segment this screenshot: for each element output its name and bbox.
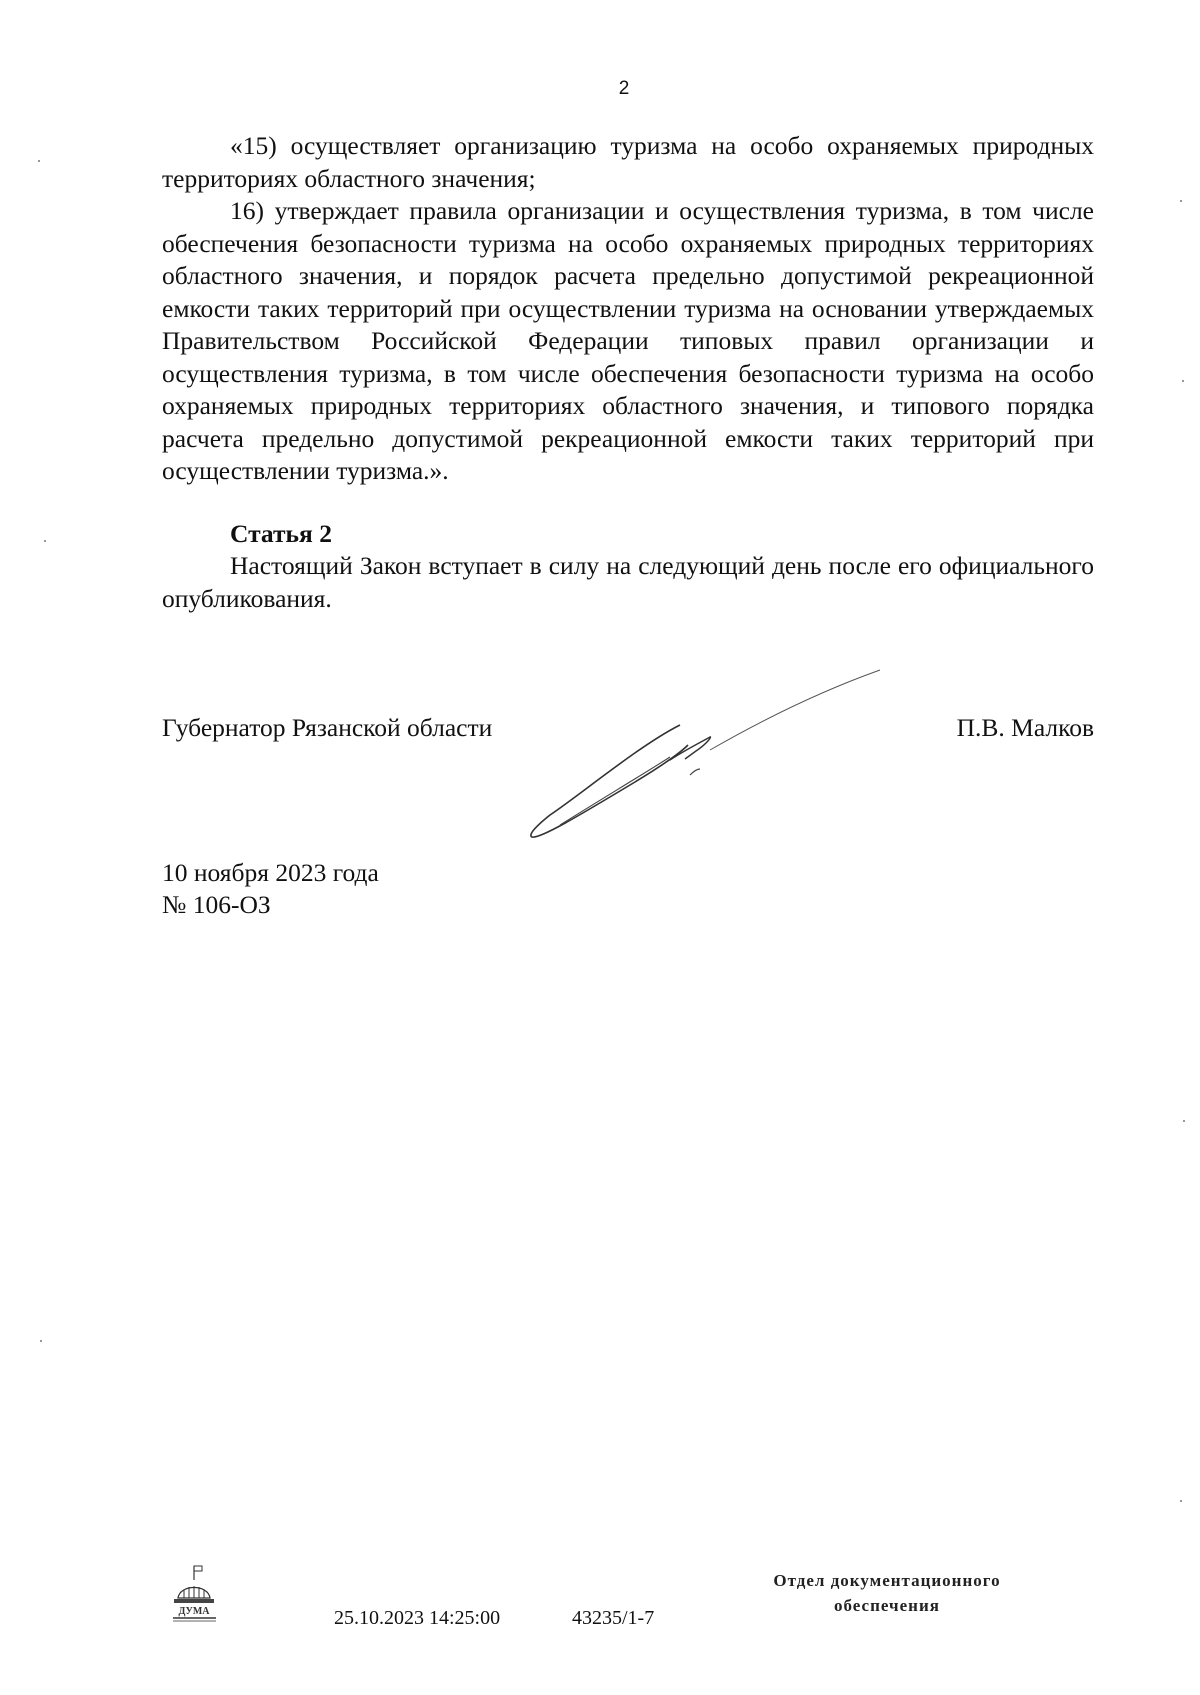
handwritten-signature: [520, 665, 900, 845]
document-date-block: [162, 857, 379, 921]
article-2-text: Настоящий Закон вступает в силу на следующий день после его официального опубликования.: [162, 551, 1094, 613]
footer-registration-number: 43235/1-7: [572, 1607, 655, 1629]
signer-name: П.В. Малков: [956, 713, 1094, 742]
scan-speck: [1182, 380, 1184, 382]
department-stamp: [752, 1568, 1022, 1618]
paragraph-16: 16) утверждает правила организации и осуществления туризма, в том числе обеспечения безопасности туризма на особо охраняемых природных территориях областного значения, и порядок расчета предельно допустимой рекреационной емкости таких территорий при осуществлении туризма на основании утверждаемых Правительством Российской Федерации типовых правил организации и осуществления туризма, в том числе обеспечения безопасности туризма на особо охраняемых природных территориях областного значения, и типового порядка расчета предельно допустимой рекреационной емкости таких территорий при осуществлении туризма.».: [162, 196, 1094, 485]
scan-speck: [1183, 1120, 1185, 1122]
department-line-2: обеспечения: [834, 1596, 940, 1615]
page-number: 2: [618, 78, 630, 99]
law-amendment-text: [162, 130, 1094, 488]
signer-title: Губернатор Рязанской области: [162, 713, 493, 742]
article-2-body: [162, 550, 1094, 615]
scan-speck: [38, 160, 40, 162]
scan-speck: [1180, 1500, 1182, 1502]
duma-building-icon: [170, 1562, 226, 1634]
paragraph-15: «15) осуществляет организацию туризма на особо охраняемых природных территориях областного значения;: [162, 131, 1094, 193]
article-heading: Статья 2: [230, 519, 332, 548]
document-date: 10 ноября 2023 года: [162, 858, 379, 887]
department-line-1: Отдел документационного: [773, 1571, 1001, 1590]
scan-speck: [44, 540, 46, 542]
scan-speck: [40, 1340, 42, 1342]
footer-timestamp: 25.10.2023 14:25:00: [334, 1607, 501, 1629]
scan-speck: [1180, 200, 1182, 202]
logo-text: ДУМА: [178, 1606, 210, 1617]
document-number: № 106-ОЗ: [162, 890, 271, 919]
